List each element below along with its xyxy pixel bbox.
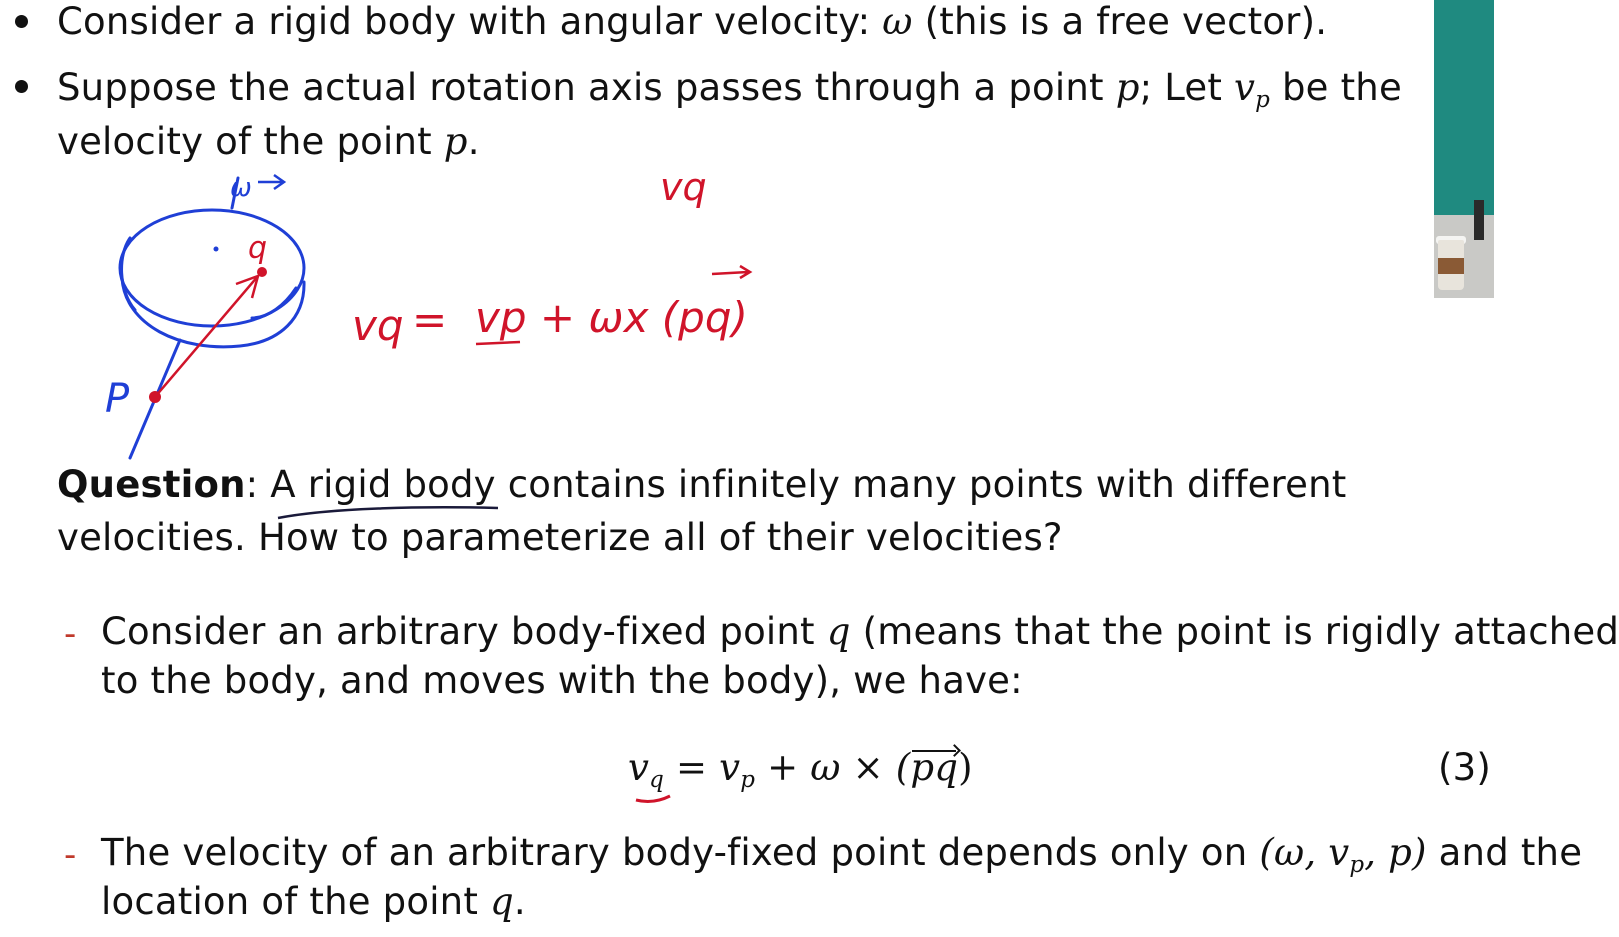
bullet-1-text: Consider a rigid body with angular velocity: ω (this is a free vector). xyxy=(57,0,1328,43)
dash-marker: - xyxy=(64,835,77,875)
bullet-2-text-line-1: Suppose the actual rotation axis passes through a point p; Let $v_p$ be the xyxy=(57,66,1402,113)
item-2-line-1: The velocity of an arbitrary body-fixed point depends only on (ω, $v_p$, p) and the xyxy=(101,831,1583,878)
item-1-line-2: to the body, and moves with the body), we have: xyxy=(101,659,1023,702)
omega-arrow xyxy=(258,175,284,189)
rigid-body-sketch xyxy=(120,178,304,458)
bullet-2-text-line-2: velocity of the point p. xyxy=(57,120,480,163)
equation-number: (3) xyxy=(1438,746,1492,789)
handwritten-eq-equals: = xyxy=(412,295,448,344)
q-label-handwritten: q xyxy=(248,231,268,266)
question-line-2: velocities. How to parameterize all of their velocities? xyxy=(57,516,1063,559)
body-dot xyxy=(214,247,219,252)
vq-handwritten-top: vq xyxy=(660,165,707,209)
omega-handwritten: ω xyxy=(230,173,252,203)
underline-vq xyxy=(636,796,670,801)
equation: $v_q = v_p + \omega \times (pq)$ xyxy=(628,746,973,793)
p-label-handwritten: P xyxy=(105,376,130,422)
handwritten-underline-vp xyxy=(476,342,520,344)
item-1-line-1: Consider an arbitrary body-fixed point q (means that the point is rigidly attached xyxy=(101,610,1619,653)
webcam-overlay xyxy=(1434,0,1494,298)
point-q-dot xyxy=(257,267,267,277)
handwritten-eq-lhs: vq xyxy=(352,301,404,350)
handwritten-vector-arrow xyxy=(712,266,750,278)
underline-rigid-body xyxy=(278,507,498,518)
handwritten-equation xyxy=(352,293,748,350)
question-line-1: Question: A rigid body contains infinitely many points with different xyxy=(57,463,1347,506)
point-p-dot xyxy=(149,391,161,403)
item-2-line-2: location of the point q. xyxy=(101,880,526,923)
webcam-stand xyxy=(1474,200,1484,240)
handwritten-eq-rhs: vp + ωx (pq) xyxy=(475,293,748,342)
coffee-cup-sleeve xyxy=(1438,258,1464,274)
dash-marker: - xyxy=(64,614,77,654)
question-label: Question xyxy=(57,463,246,506)
